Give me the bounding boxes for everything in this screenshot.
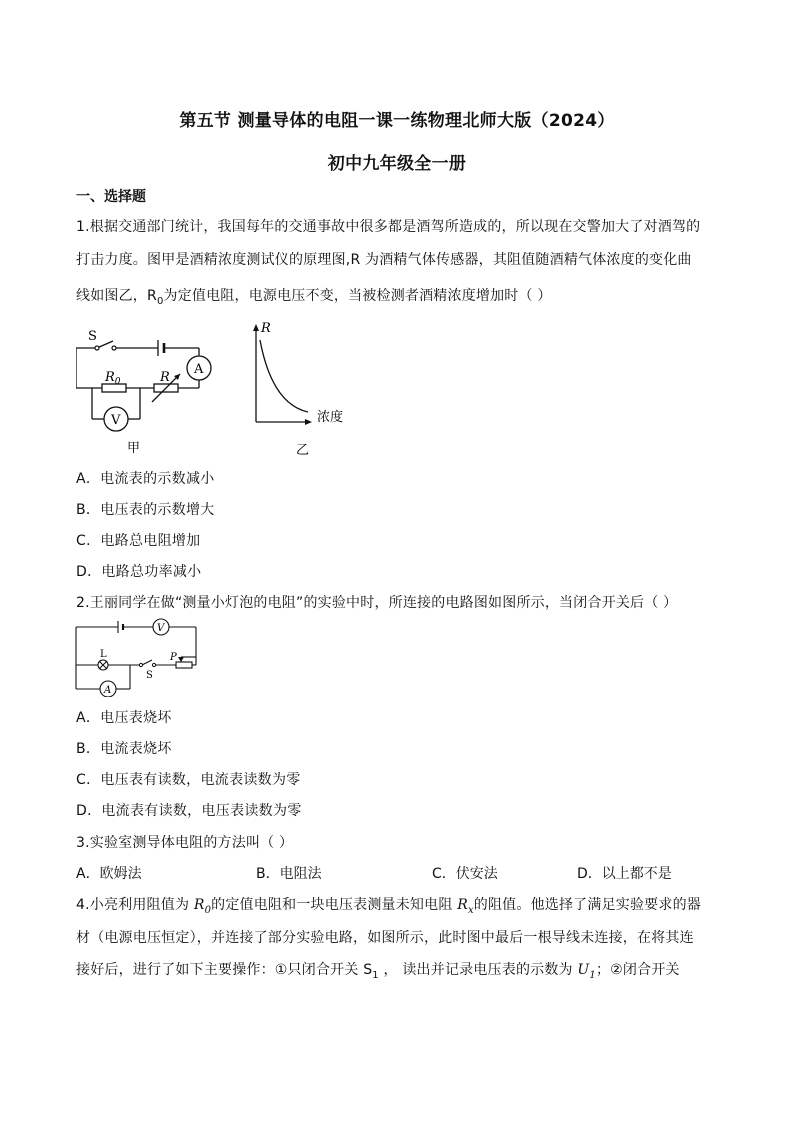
q3-option-c: C．伏安法	[432, 866, 498, 882]
q3-option-a: A．欧姆法	[76, 866, 142, 882]
graph-y-label: R	[261, 321, 271, 336]
section-heading: 一、选择题	[76, 189, 146, 205]
q2-slider-label: P	[170, 652, 177, 663]
q2-text-line1: 2.王丽同学在做“测量小灯泡的电阻”的实验中时，所连接的电路图如图所示，当闭合开关后（ ）	[76, 595, 678, 611]
q2-ammeter-label: A	[104, 685, 112, 696]
q1-text-line1: 1.根据交通部门统计，我国每年的交通事故中很多都是酒驾所造成的，所以现在交警加大了对酒驾的	[76, 219, 701, 235]
q1-figure	[76, 316, 356, 458]
q2-lamp-label: L	[100, 649, 107, 660]
q2-option-a: A．电压表烧坏	[76, 710, 172, 726]
q2-option-d: D．电流表有读数，电压表读数为零	[76, 803, 302, 819]
voltmeter-label: V	[111, 413, 121, 428]
q4-text-line2: 材（电源电压恒定），并连接了部分实验电路，如图所示，此时图中最后一根导线未连接，在将其连	[76, 930, 694, 946]
r-label: R	[160, 370, 170, 385]
q1-option-b: B．电压表的示数增大	[76, 502, 215, 518]
document-title: 第五节 测量导体的电阻一课一练物理北师大版（2024）	[179, 111, 615, 131]
switch-label: S	[88, 329, 97, 344]
graph-x-label: 浓度	[317, 410, 344, 425]
q3-option-b: B．电阻法	[256, 866, 322, 882]
q1-text-line3: 线如图乙，$R_0$为定值电阻，电源电压不变，当被检测者酒精浓度增加时（ ）	[76, 288, 552, 307]
figure-jia-label: 甲	[127, 441, 141, 456]
q2-voltmeter-label: V	[157, 623, 165, 634]
q3-text-line1: 3.实验室测导体电阻的方法叫（ ）	[76, 835, 294, 851]
document-subtitle: 初中九年级全一册	[327, 154, 467, 174]
q1-option-c: C．电路总电阻增加	[76, 533, 201, 549]
q1-option-a: A．电流表的示数减小	[76, 471, 215, 487]
q2-option-b: B．电流表烧坏	[76, 741, 172, 757]
ammeter-label: A	[194, 362, 204, 377]
q4-text-line3: 接好后，进行了如下主要操作：①只闭合开关 $S_1$ ， 读出并记录电压表的示数为 $U_1$；②闭合开关	[76, 962, 680, 981]
q3-option-d: D．以上都不是	[577, 866, 672, 882]
q1-text-line2: 打击力度。图甲是酒精浓度测试仪的原理图,R 为酒精气体传感器，其阻值随酒精气体浓度的变化曲	[76, 252, 692, 268]
figure-yi-label: 乙	[296, 443, 310, 458]
q2-figure	[72, 617, 204, 697]
r0-label: $R_0$	[105, 370, 121, 387]
q2-switch-label: S	[146, 670, 153, 681]
q2-option-c: C．电压表有读数，电流表读数为零	[76, 772, 301, 788]
q4-text-line1: 4.小亮利用阻值为 $R_0$的定值电阻和一块电压表测量未知电阻 $R_x$的阻值。他选择了满足实验要求的器	[76, 897, 701, 916]
q1-option-d: D．电路总功率减小	[76, 564, 202, 580]
